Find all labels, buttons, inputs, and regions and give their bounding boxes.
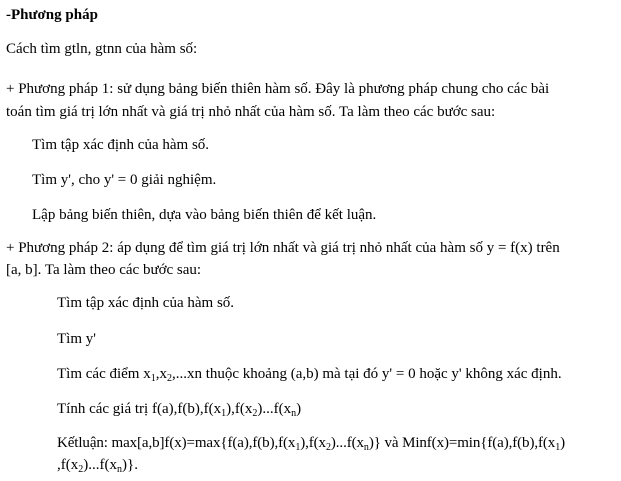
step4-text-mid1: ),f(x [226,401,253,417]
conclusion-text-pre: Kếtluận: max[a,b]f(x)=max{f(a),f(b),f(x [57,435,296,451]
conclusion-text-mid4: ) [560,435,565,451]
method2-line2: [a, b]. Ta làm theo các bước sau: [6,262,202,278]
step3-sub-1: 1 [150,373,156,384]
conclusion-text-mid3: )} và Minf(x)=min{f(a),f(b),f(x [368,435,556,451]
step4-text-pre: Tính các giá trị f(a),f(b),f(x [57,401,222,417]
step4-text-post: ) [296,401,302,417]
method1-step-3: Lập bảng biến thiên, dựa vào bảng biến thiên để kết luận. [32,207,377,223]
step4-sub-1: 1 [221,408,227,419]
step4-sub-n: n [291,408,297,419]
method2-step-1: Tìm tập xác định của hàm số. [57,295,235,311]
conclusion-sub-2: 2 [325,442,331,453]
method1-step-2: Tìm y', cho y' = 0 giải nghiệm. [32,172,217,188]
intro-text: Cách tìm gtln, gtnn của hàm số: [6,41,198,57]
step3-text-mid: ,x [155,366,167,382]
step3-text-post: ,...xn thuộc khoảng (a,b) mà tại đó y' = 0 hoặc y' không xác định. [171,366,562,382]
conclusion-line2-sub-2: 2 [78,464,84,475]
conclusion-line2 [57,456,138,474]
conclusion-text-mid2: )...f(x [330,435,364,451]
step4-sub-2: 2 [252,408,258,419]
conclusion-sub-1: 1 [295,442,301,453]
method2-step-4 [57,400,301,418]
method1-line1: + Phương pháp 1: sử dụng bảng biến thiên hàm số. Đây là phương pháp chung cho các bài [6,81,550,97]
conclusion-line2-mid: )...f(x [83,457,117,473]
method2-line1: + Phương pháp 2: áp dụng để tìm giá trị lớn nhất và giá trị nhỏ nhất của hàm số y = f(x) trên [6,240,560,256]
conclusion-text-mid1: ),f(x [300,435,326,451]
conclusion-sub-1b: 1 [555,442,561,453]
conclusion-line1 [57,434,565,452]
section-title: -Phương pháp [6,7,98,23]
method1-step-1: Tìm tập xác định của hàm số. [32,137,210,153]
step3-sub-2: 2 [166,373,172,384]
conclusion-line2-sub-n: n [117,464,122,475]
step4-text-mid2: )...f(x [257,401,292,417]
conclusion-sub-n: n [363,442,369,453]
step3-text-pre: Tìm các điểm x [57,366,151,382]
conclusion-line2-post: )}. [122,457,138,473]
method2-step-2: Tìm y' [57,331,96,347]
method1-line2: toán tìm giá trị lớn nhất và giá trị nhỏ nhất của hàm số. Ta làm theo các bước sau: [6,104,496,120]
method2-step-3 [57,365,562,383]
conclusion-line2-pre: ,f(x [57,457,79,473]
